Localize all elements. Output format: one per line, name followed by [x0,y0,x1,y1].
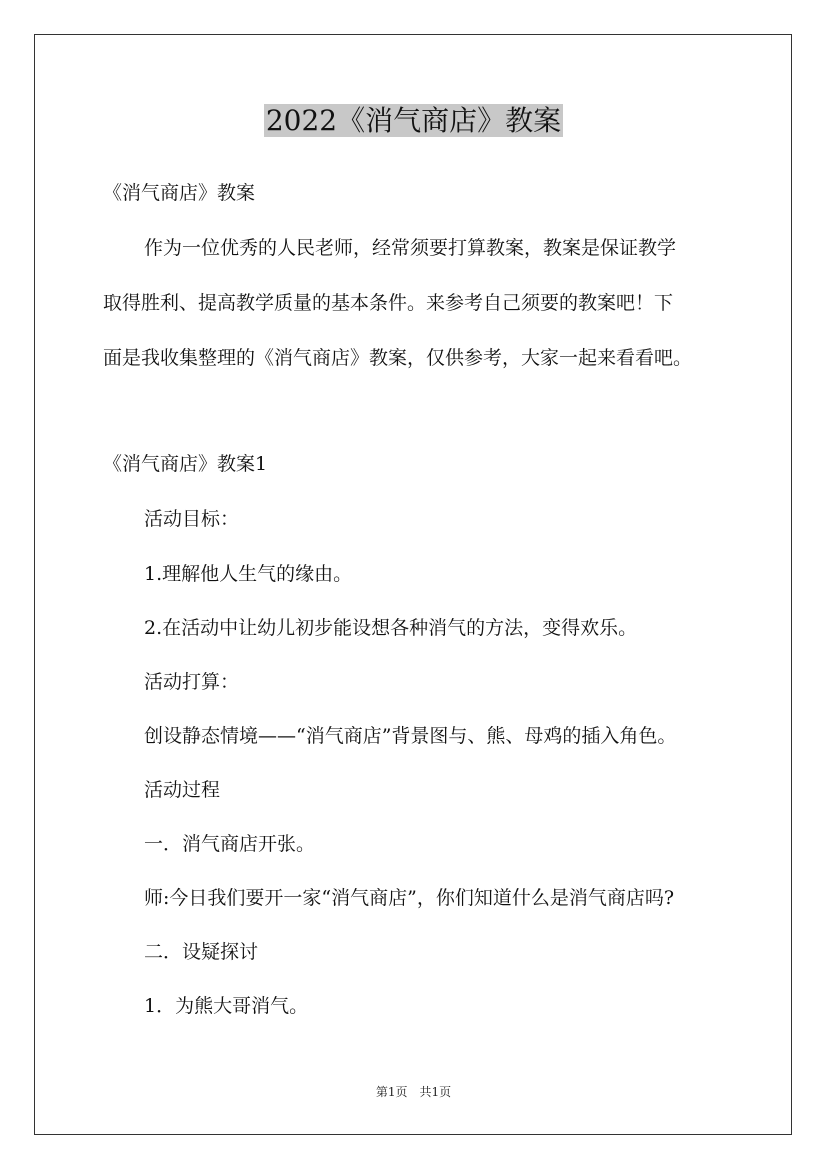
document-title [0,100,827,142]
body-line-1: 活动目标： [144,508,240,530]
body-line-2: 1.理解他人生气的缘由。 [144,563,353,585]
body-line-6: 活动过程 [144,779,221,801]
intro-line-3: 面是我收集整理的《消气商店》教案，仅供参考，大家一起来看看吧。 [103,347,693,369]
intro-line-1: 作为一位优秀的人民老师，经常须要打算教案，教案是保证教学 [144,237,677,259]
intro-line-2: 取得胜利、提高教学质量的基本条件。来参考自己须要的教案吧！下 [103,292,674,314]
body-line-8: 师:今日我们要开一家“消气商店”，你们知道什么是消气商店吗? [144,887,675,909]
section-heading: 《消气商店》教案1 [103,453,268,475]
document-title-text: 2022《消气商店》教案 [265,104,562,137]
page-footer: 第1页 共1页 [375,1085,452,1099]
body-line-10: 1．为熊大哥消气。 [144,995,309,1017]
document-subtitle: 《消气商店》教案 [103,182,256,204]
body-line-4: 活动打算： [144,671,240,693]
body-line-7: 一．消气商店开张。 [144,833,316,855]
body-line-9: 二．设疑探讨 [144,941,259,963]
body-line-5: 创设静态情境——“消气商店”背景图与、熊、母鸡的插入角色。 [144,725,677,747]
body-line-3: 2.在活动中让幼儿初步能设想各种消气的方法，变得欢乐。 [144,617,638,639]
